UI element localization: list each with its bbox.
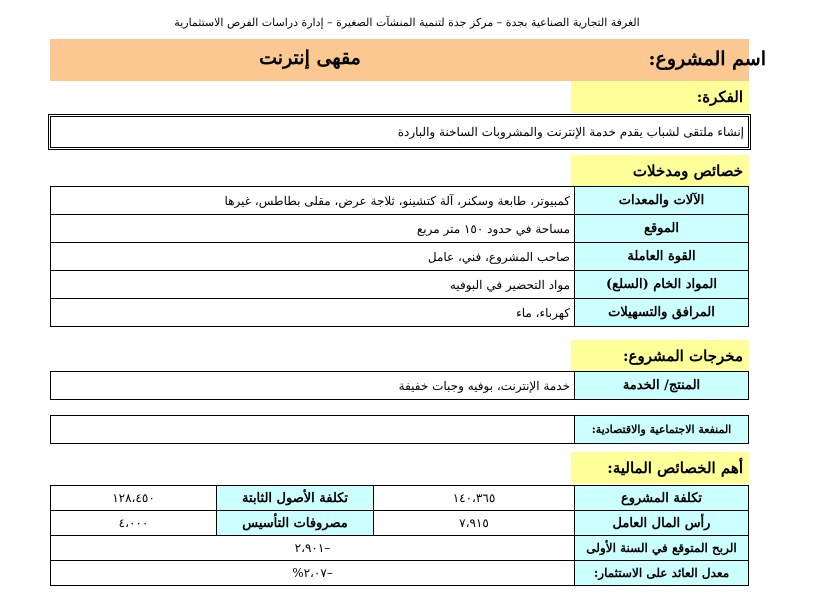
table-row	[51, 271, 749, 299]
equipment-value: كمبيوتر، طابعة وسكنر، آلة كتشينو، ثلاجة عرض، مقلى بطاطس، غيرها	[51, 187, 575, 215]
fixed-assets-label: تكلفة الأصول الثابتة	[217, 486, 374, 511]
expected-profit-value: –٢،٩٠١	[51, 536, 575, 561]
project-cost-value: ١٤٠،٣٦٥	[374, 486, 575, 511]
benefit-label: المنفعة الاجتماعية والاقتصادية:	[575, 416, 749, 444]
idea-section-title: الفكرة:	[571, 81, 749, 113]
table-row	[51, 536, 749, 561]
raw-materials-value: مواد التحضير في البوفيه	[51, 271, 575, 299]
establishment-label: مصروفات التأسيس	[217, 511, 374, 536]
equipment-label: الآلات والمعدات	[575, 187, 749, 215]
workforce-value: صاحب المشروع، فني، عامل	[51, 243, 575, 271]
project-name-label: اسم المشروع:	[648, 48, 766, 70]
roi-value: –٢،٠٧%	[51, 561, 575, 586]
fixed-assets-value: ١٢٨،٤٥٠	[51, 486, 217, 511]
table-row	[51, 187, 749, 215]
inputs-table	[50, 186, 749, 327]
outputs-table	[50, 371, 749, 400]
table-row	[51, 511, 749, 536]
table-row	[51, 486, 749, 511]
idea-text: إنشاء ملتقى لشباب يقدم خدمة الإنترنت والمشروبات الساخنة والباردة	[50, 116, 749, 148]
financial-section-title: أهم الخصائص المالية:	[571, 452, 749, 484]
workforce-label: القوة العاملة	[575, 243, 749, 271]
location-value: مساحة في حدود ١٥٠ متر مربع	[51, 215, 575, 243]
inputs-section-title: خصائص ومدخلات	[571, 155, 749, 187]
outputs-section-title: مخرجات المشروع:	[571, 340, 749, 372]
benefit-value	[51, 416, 575, 444]
table-row	[51, 299, 749, 327]
table-row	[51, 243, 749, 271]
utilities-label: المرافق والتسهيلات	[575, 299, 749, 327]
working-capital-value: ٧،٩١٥	[374, 511, 575, 536]
document-header: الغرفة التجارية الصناعية بجدة – مركز جدة لتنمية المنشآت الصغيرة – إدارة دراسات الفرص الاستثمارية	[174, 16, 640, 29]
product-service-value: خدمة الإنترنت، بوفيه وجبات خفيفة	[51, 372, 575, 400]
financial-table	[50, 485, 749, 586]
project-cost-label: تكلفة المشروع	[575, 486, 749, 511]
location-label: الموقع	[575, 215, 749, 243]
working-capital-label: رأس المال العامل	[575, 511, 749, 536]
table-row	[51, 372, 749, 400]
utilities-value: كهرباء، ماء	[51, 299, 575, 327]
establishment-value: ٤،٠٠٠	[51, 511, 217, 536]
benefit-table	[50, 415, 749, 444]
project-name-value: مقهى إنترنت	[259, 47, 361, 69]
roi-label: معدل العائد على الاستثمار:	[575, 561, 749, 586]
product-service-label: المنتج/ الخدمة	[575, 372, 749, 400]
raw-materials-label: المواد الخام (السلع)	[575, 271, 749, 299]
expected-profit-label: الربح المتوقع في السنة الأولى	[575, 536, 749, 561]
table-row	[51, 215, 749, 243]
table-row	[51, 561, 749, 586]
table-row	[51, 416, 749, 444]
